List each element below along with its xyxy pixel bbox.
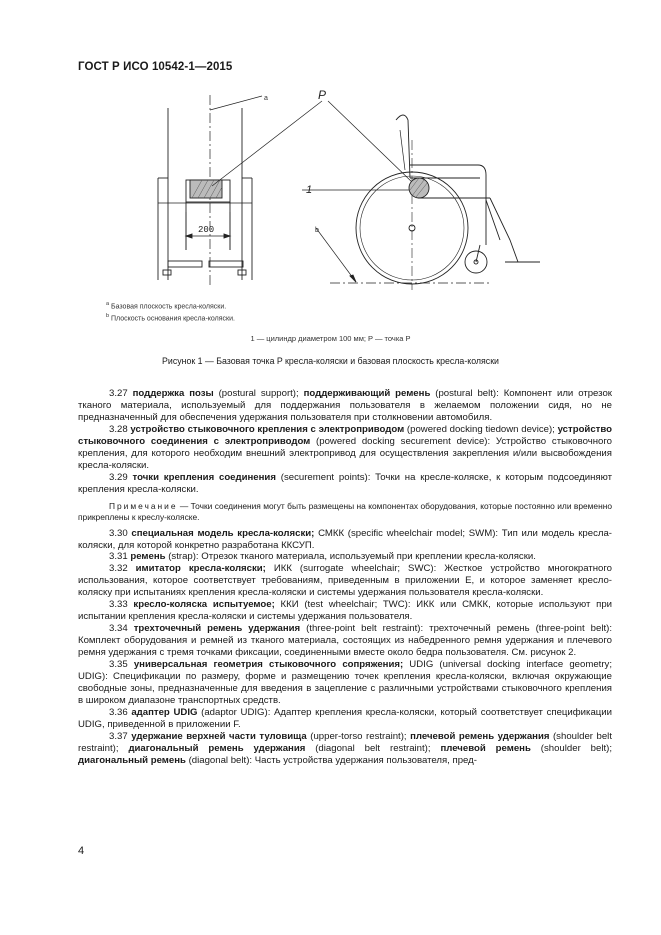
wheelchair-figure: [0, 0, 661, 300]
front-caster-right: [209, 261, 243, 267]
leader-a: [210, 96, 262, 110]
definition-3-27: 3.27 поддержка позы (postural support); поддерживающий ремень (postural belt): Компонент или отрезок тканого материала, используемый для поддержания пользователя в желаемом положении сидя, но не предназначенный для обеспечения удержания пользователя при столкновении автомобиля.: [78, 388, 612, 423]
definition-3-31: 3.31 ремень (strap): Отрезок тканого материала, используемый при креплении кресла-коляски.: [109, 551, 536, 563]
leg-rest: [490, 198, 518, 262]
cylinder-side-view: [409, 178, 429, 198]
definition-3-34: 3.34 трехточечный ремень удержания (three-point belt restraint): трехточечный ремень (three-point belt): Комплект оборудования и ремней из тканого материала, состоящих из набедренного ремня удержания и плечевого ремня удержания с тремя точками фиксации, соединенными вместе около бедра пользователя. См. рисунок 2.: [78, 623, 612, 659]
definition-3-32: 3.32 имитатор кресла-коляски; ИКК (surrogate wheelchair; SWC): Жесткое устройство многократного использования, которое соответствует требованиям, приведенным в приложении Е, и которое заменяет кресло-коляску при испытаниях крепления кресла-коляски и системы удержания пользователя кресла-коляски.: [78, 563, 612, 599]
definition-3-37: 3.37 удержание верхней части туловища (upper-torso restraint); плечевой ремень удержания (shoulder belt restraint); диагональный ремень удержания (diagonal belt restraint); плечевой ремень (shoulder belt); диагональный ремень (diagonal belt): Часть устройства удержания пользователя, пред-: [78, 730, 613, 766]
leader-p-front: [212, 101, 322, 186]
definition-3-35: 3.35 универсальная геометрия стыковочного сопряжения; UDIG (universal docking interface geometry; UDIG): Спецификации по размеру, форме и размещению точек крепления кресла-коляски, включая окружающие свободные зоны, предназначенные для введения в зацепление с различными устройствами стыковочного крепления в широком диапазоне транспортных средств.: [78, 659, 612, 706]
document-header: ГОСТ Р ИСО 10542-1—2015: [78, 61, 233, 73]
figure-label-a: a: [264, 95, 268, 102]
figure-label-1: 1: [306, 184, 313, 196]
figure-label-p: P: [318, 88, 327, 102]
definition-3-36: 3.36 адаптер UDIG (adaptor UDIG): Адаптер крепления кресла-коляски, который соответствует спецификации UDIG, приведенной в приложении F.: [78, 706, 612, 730]
figure-label-b: b: [315, 227, 319, 234]
dimension-label: 200: [198, 225, 215, 235]
front-caster-left: [168, 261, 202, 267]
definition-3-30: 3.30 специальная модель кресла-коляски; СМКК (specific wheelchair model; SWM): Тип или модель кресла-коляски, для которой конкретно разработана ККСУП.: [78, 527, 612, 551]
definition-3-29: 3.29 точки крепления соединения (securement points): Точки на кресле-коляске, к которым подсоединяют крепления кресла-коляски.: [78, 471, 612, 495]
figure-legend: 1 — цилиндр диаметром 100 мм; P — точка P: [250, 334, 411, 343]
note-3-29: Примечание — Точки соединения могут быть размещены на компонентах оборудования, которые постоянно или временно прикреплены к креслу-коляске.: [78, 500, 612, 522]
figure-caption: Рисунок 1 — Базовая точка P кресла-коляски и базовая плоскость кресла-коляски: [162, 356, 499, 366]
leader-p-side: [328, 101, 413, 183]
page-number: 4: [78, 845, 85, 857]
figure-note-a: $^a$ Базовая плоскость кресла-коляски.: [106, 301, 227, 311]
definition-3-33: 3.33 кресло-коляска испытуемое; ККИ (test wheelchair; TWC): ИКК или СМКК, которые используют при испытании крепления кресла-коляски и системы удержания пользователя.: [78, 599, 613, 623]
figure-note-b: $^b$ Плоскость основания кресла-коляски.: [106, 313, 235, 323]
definition-3-28: 3.28 устройство стыковочного крепления с электроприводом (powered docking tiedown device); устройство стыковочного соединения с электроприводом (powered docking securement device): Устройство стыковочного крепления, для которого необходим внешний электропривод для осуществления закрепления и/или высвобождения кресла-коляски.: [78, 423, 612, 471]
document-body: [78, 388, 612, 767]
leader-b: [316, 228, 356, 282]
